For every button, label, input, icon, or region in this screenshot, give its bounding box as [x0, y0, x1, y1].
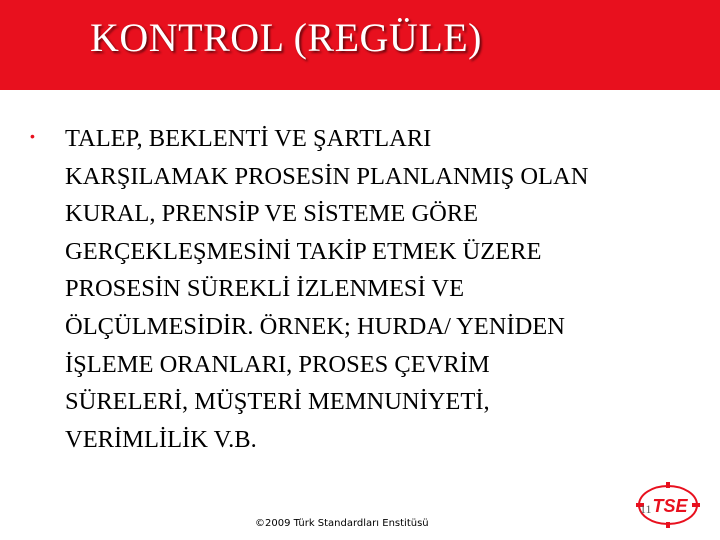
bullet-line: KURAL, PRENSİP VE SİSTEME GÖRE	[65, 200, 479, 228]
bullet-line: SÜRELERİ, MÜŞTERİ MEMNUNİYETİ,	[65, 388, 490, 416]
bullet-line: VERİMLİLİK V.B.	[65, 425, 257, 453]
bullet-line: İŞLEME ORANLARI, PROSES ÇEVRİM	[65, 350, 490, 378]
title-bar	[0, 0, 720, 90]
logo-text: TSE	[652, 496, 688, 516]
bullet-line: ÖLÇÜLMESİDİR. ÖRNEK; HURDA/ YENİDEN	[65, 312, 565, 340]
bullet-text	[65, 120, 700, 458]
bullet-line: GERÇEKLEŞMESİNİ TAKİP ETMEK ÜZERE	[65, 237, 542, 265]
slide-body	[30, 120, 700, 458]
bullet-line: KARŞILAMAK PROSESİN PLANLANMIŞ OLAN	[65, 162, 589, 190]
bullet-line: PROSESİN SÜREKLİ İZLENMESİ VE	[65, 275, 465, 303]
bullet-line: TALEP, BEKLENTİ VE ŞARTLARI	[65, 125, 432, 152]
page-number: 11	[640, 502, 652, 516]
bullet-marker: •	[30, 128, 35, 144]
footer-copyright: ©2009 Türk Standardları Enstitüsü	[255, 518, 429, 529]
slide-title: KONTROL (REGÜLE)	[90, 15, 483, 60]
